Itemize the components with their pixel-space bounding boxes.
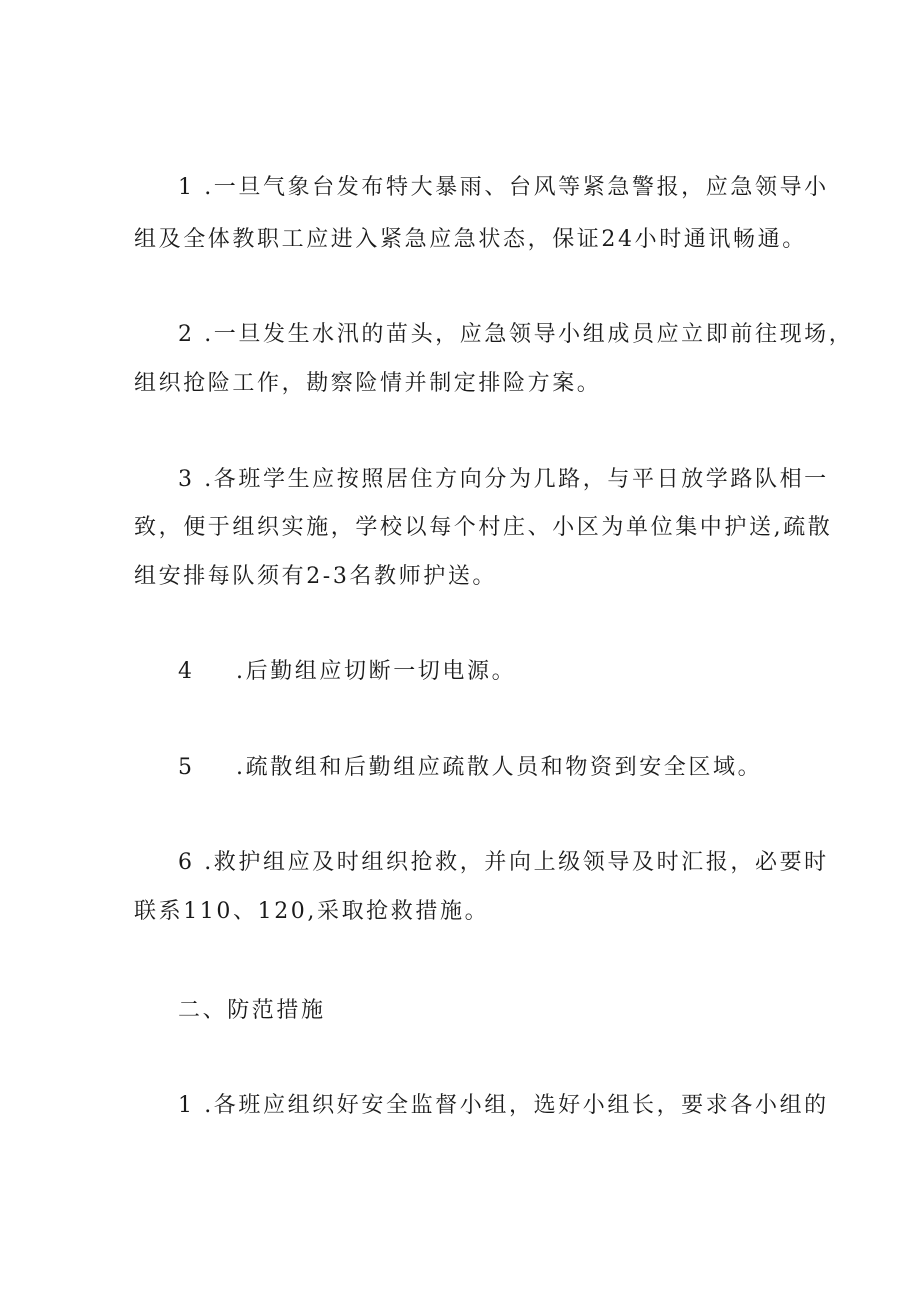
paragraph-4-number: 4 (178, 659, 195, 684)
paragraph-1-line-2: 组及全体教职工应进入紧急应急状态，保证24小时通讯畅通。 (134, 227, 807, 252)
paragraph-3-line-1: 3 .各班学生应按照居住方向分为几路，与平日放学路队相一 (178, 467, 829, 492)
paragraph-2-line-1: 2 .一旦发生水汛的苗头，应急领导小组成员应立即前往现场， (178, 322, 854, 347)
paragraph-2-line-2: 组织抢险工作，勘察险情并制定排险方案。 (134, 371, 602, 396)
paragraph-4-text: .后勤组应切断一切电源。 (236, 659, 517, 684)
paragraph-3-line-2: 致，便于组织实施，学校以每个村庄、小区为单位集中护送,疏散 (134, 515, 833, 540)
paragraph-1-line-1: 1 .一旦气象台发布特大暴雨、台风等紧急警报，应急领导小 (178, 175, 829, 200)
paragraph-3-line-3: 组安排每队须有2-3名教师护送。 (134, 564, 498, 589)
paragraph-6-line-1: 6 .救护组应及时组织抢救，并向上级领导及时汇报，必要时 (178, 850, 829, 875)
paragraph-6-line-2: 联系110、120,采取抢救措施。 (134, 899, 490, 924)
paragraph-5-number: 5 (178, 755, 195, 780)
paragraph-5-text: .疏散组和后勤组应疏散人员和物资到安全区域。 (236, 755, 763, 780)
section-paragraph-1-line-1: 1 .各班应组织好安全监督小组，选好小组长，要求各小组的 (178, 1093, 829, 1118)
section-heading: 二、防范措施 (178, 998, 326, 1023)
